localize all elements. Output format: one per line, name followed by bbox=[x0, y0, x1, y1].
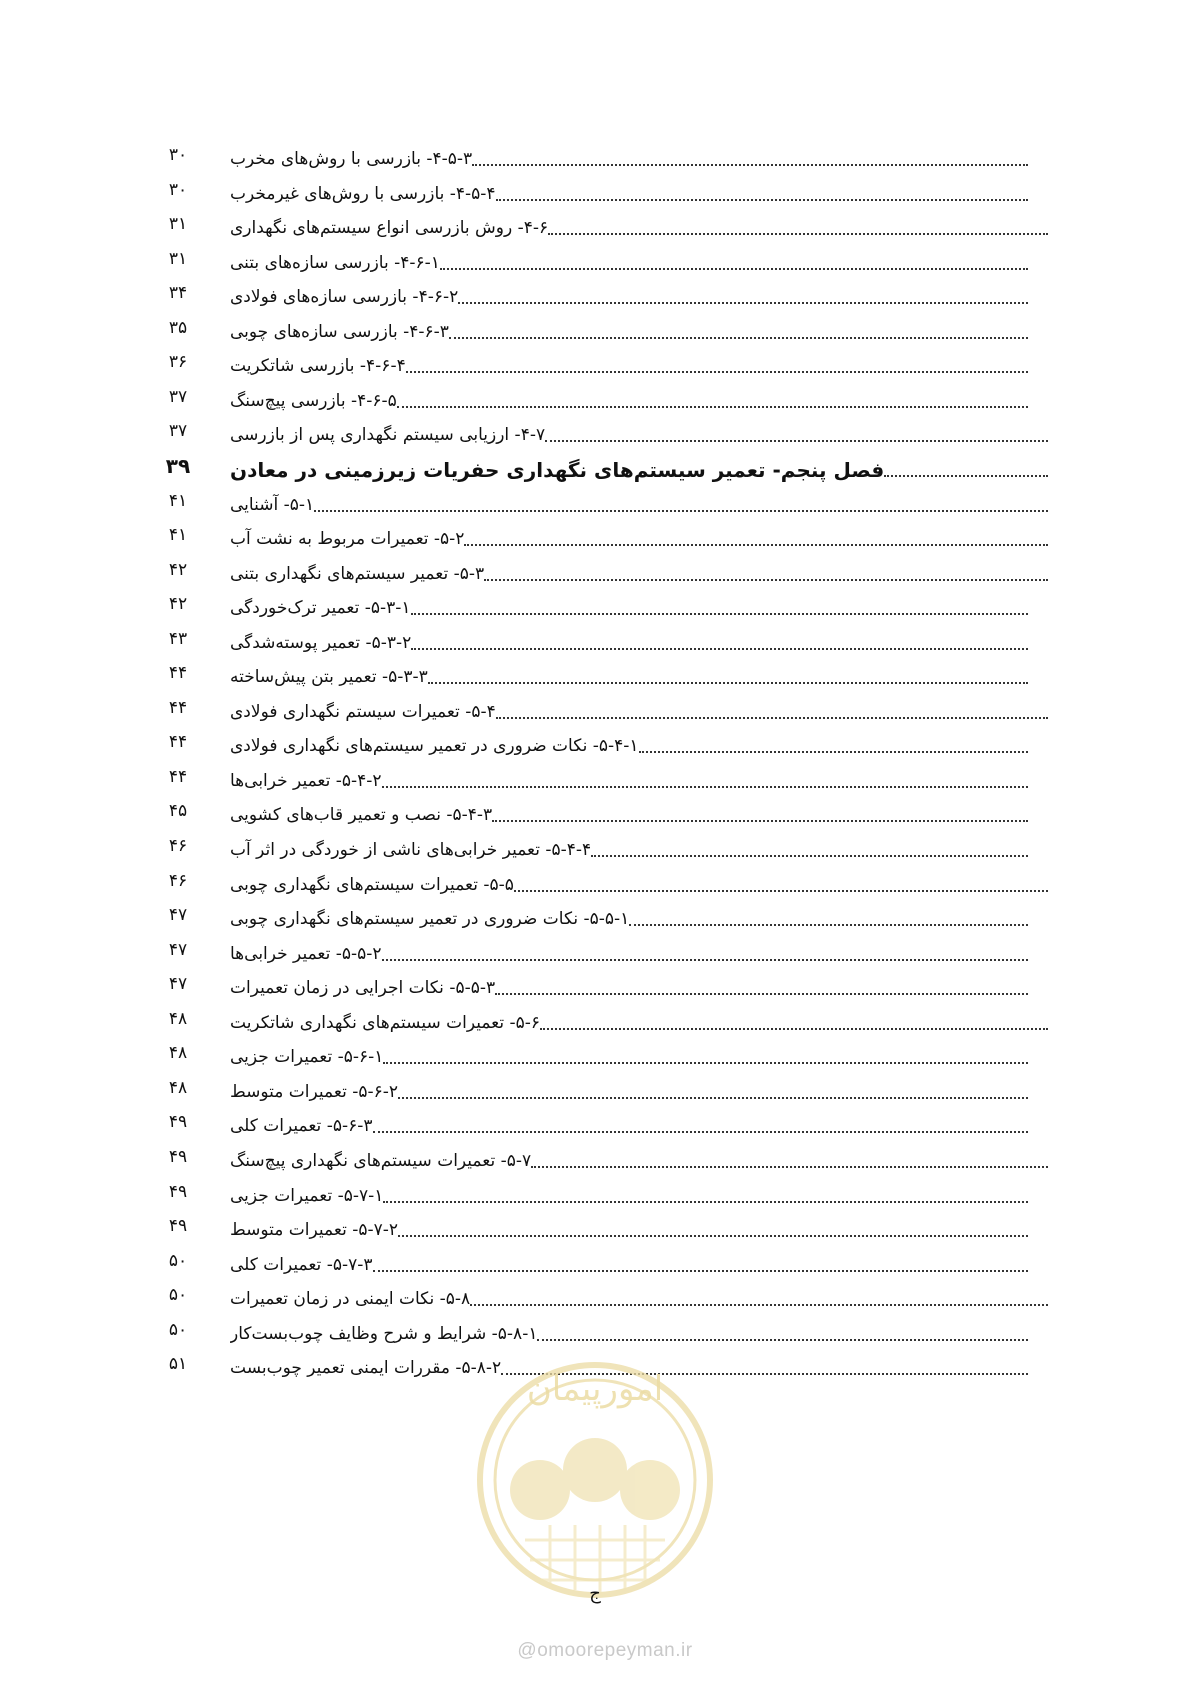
dot-leader bbox=[496, 199, 1028, 201]
dot-leader bbox=[428, 682, 1028, 684]
dot-leader bbox=[398, 1235, 1028, 1237]
toc-entry bbox=[230, 345, 1030, 379]
toc-title: ۴-۶-۴- بازرسی شاتکریت bbox=[230, 356, 406, 376]
toc-title: ۵-۴-۴- تعمیر خرابی‌های ناشی از خوردگی در اثر آب bbox=[230, 840, 592, 860]
toc-page-number: ۵۱ bbox=[168, 1354, 188, 1374]
toc-title: ۵-۳-۳- تعمیر بتن پیش‌ساخته bbox=[230, 667, 428, 687]
toc-entry bbox=[230, 311, 1030, 345]
toc-title: ۵-۷- تعمیرات سیستم‌های نگهداری پیچ‌سنگ bbox=[230, 1151, 532, 1171]
toc-title: ۵-۸-۲- مقررات ایمنی تعمیر چوب‌بست bbox=[230, 1358, 502, 1378]
toc-page-number: ۴۶ bbox=[168, 871, 188, 891]
dot-leader bbox=[398, 1097, 1028, 1099]
toc-row bbox=[0, 725, 1191, 759]
toc-page-number: ۴۹ bbox=[168, 1112, 188, 1132]
toc-title: ۴-۶-۵- بازرسی پیچ‌سنگ bbox=[230, 391, 397, 411]
dot-leader bbox=[484, 579, 1048, 581]
dot-leader bbox=[545, 440, 1048, 442]
toc-row bbox=[0, 1209, 1191, 1243]
dot-leader bbox=[591, 855, 1028, 857]
toc-row bbox=[0, 1175, 1191, 1209]
toc-row bbox=[0, 173, 1191, 207]
toc-entry bbox=[230, 242, 1030, 276]
toc-title: ۵-۵-۱- نکات ضروری در تعمیر سیستم‌های نگهداری چوبی bbox=[230, 909, 630, 929]
toc-row bbox=[0, 1140, 1191, 1174]
toc-entry bbox=[230, 1002, 1050, 1036]
dot-leader bbox=[495, 993, 1028, 995]
toc-title: ۴-۶- روش بازرسی انواع سیستم‌های نگهداری bbox=[230, 218, 549, 238]
toc-page-number: ۳۱ bbox=[168, 249, 188, 269]
toc-entry bbox=[230, 449, 1050, 483]
toc-page-number: ۵۰ bbox=[168, 1320, 188, 1340]
toc-title: ۵-۴-۱- نکات ضروری در تعمیر سیستم‌های نگهداری فولادی bbox=[230, 736, 639, 756]
toc-row bbox=[0, 794, 1191, 828]
toc-entry bbox=[230, 933, 1030, 967]
toc-entry bbox=[230, 1175, 1030, 1209]
dot-leader bbox=[548, 233, 1048, 235]
toc-title: ۴-۵-۴- بازرسی با روش‌های غیرمخرب bbox=[230, 184, 496, 204]
toc-page-number: ۵۰ bbox=[168, 1285, 188, 1305]
toc-row bbox=[0, 553, 1191, 587]
toc-title: ۵-۳-۲- تعمیر پوسته‌شدگی bbox=[230, 633, 412, 653]
toc-title: ۵-۸- نکات ایمنی در زمان تعمیرات bbox=[230, 1289, 471, 1309]
dot-leader bbox=[458, 302, 1028, 304]
toc-row bbox=[0, 656, 1191, 690]
toc-title: ۵-۶- تعمیرات سیستم‌های نگهداری شاتکریت bbox=[230, 1013, 541, 1033]
toc-page-number: ۵۰ bbox=[168, 1251, 188, 1271]
toc-page-number: ۴۹ bbox=[168, 1147, 188, 1167]
toc-title: ۵-۵-۳- نکات اجرایی در زمان تعمیرات bbox=[230, 978, 496, 998]
toc-title: ۵-۶-۱- تعمیرات جزیی bbox=[230, 1047, 384, 1067]
toc-row bbox=[0, 311, 1191, 345]
toc-row bbox=[0, 622, 1191, 656]
toc-page-number: ۳۰ bbox=[168, 180, 188, 200]
toc-row bbox=[0, 864, 1191, 898]
toc-entry bbox=[230, 1036, 1030, 1070]
toc-page-number: ۴۴ bbox=[168, 663, 188, 683]
watermark-site-text: @omoorepeyman.ir bbox=[517, 1640, 693, 1661]
toc-row bbox=[0, 345, 1191, 379]
toc-page-number: ۳۷ bbox=[168, 421, 188, 441]
toc-row bbox=[0, 518, 1191, 552]
toc-title: ۵-۳-۱- تعمیر ترک‌خوردگی bbox=[230, 598, 411, 618]
dot-leader bbox=[314, 510, 1048, 512]
toc-page-number: ۴۹ bbox=[168, 1182, 188, 1202]
toc-entry bbox=[230, 553, 1050, 587]
dot-leader bbox=[383, 1062, 1028, 1064]
toc-row bbox=[0, 380, 1191, 414]
toc-page-number: ۴۷ bbox=[168, 905, 188, 925]
toc-entry bbox=[230, 138, 1030, 172]
dot-leader bbox=[470, 1304, 1048, 1306]
dot-leader bbox=[884, 475, 1048, 477]
toc-page-number: ۴۴ bbox=[168, 767, 188, 787]
toc-page-number: ۳۴ bbox=[168, 283, 188, 303]
toc-row bbox=[0, 829, 1191, 863]
toc-row bbox=[0, 898, 1191, 932]
dot-leader bbox=[411, 648, 1028, 650]
toc-page-number: ۴۸ bbox=[168, 1043, 188, 1063]
toc-page-number: ۳۵ bbox=[168, 318, 188, 338]
toc-title: ۵-۴-۳- نصب و تعمیر قاب‌های کشویی bbox=[230, 805, 493, 825]
toc-entry bbox=[230, 587, 1030, 621]
dot-leader bbox=[531, 1166, 1048, 1168]
toc-row bbox=[0, 933, 1191, 967]
toc-title: ۵-۴-۲- تعمیر خرابی‌ها bbox=[230, 771, 382, 791]
toc-title: ۵-۶-۳- تعمیرات کلی bbox=[230, 1116, 373, 1136]
toc-title: ۴-۶-۲- بازرسی سازه‌های فولادی bbox=[230, 287, 459, 307]
toc-title: ۵-۵- تعمیرات سیستم‌های نگهداری چوبی bbox=[230, 875, 514, 895]
toc-page-number: ۴۸ bbox=[168, 1078, 188, 1098]
toc-entry bbox=[230, 276, 1030, 310]
toc-row bbox=[0, 276, 1191, 310]
toc-title: ۴-۷- ارزیابی سیستم نگهداری پس از بازرسی bbox=[230, 425, 546, 445]
toc-entry bbox=[230, 794, 1030, 828]
toc-page-number: ۴۱ bbox=[168, 491, 188, 511]
toc-page-number: ۴۹ bbox=[168, 1216, 188, 1236]
toc-row bbox=[0, 1002, 1191, 1036]
toc-page-number: ۴۵ bbox=[168, 801, 188, 821]
toc-title: ۵-۱- آشنایی bbox=[230, 495, 315, 515]
dot-leader bbox=[496, 717, 1048, 719]
toc-page-number: ۴۴ bbox=[168, 698, 188, 718]
toc-page-number: ۳۷ bbox=[168, 387, 188, 407]
dot-leader bbox=[406, 371, 1028, 373]
toc-page-number: ۴۱ bbox=[168, 525, 188, 545]
toc-row bbox=[0, 1036, 1191, 1070]
toc-row bbox=[0, 967, 1191, 1001]
toc-row bbox=[0, 587, 1191, 621]
toc-row bbox=[0, 138, 1191, 172]
toc-page-number: ۴۷ bbox=[168, 974, 188, 994]
toc-page-number: ۳۱ bbox=[168, 214, 188, 234]
toc-row bbox=[0, 1105, 1191, 1139]
toc-row bbox=[0, 207, 1191, 241]
toc-page-number: ۴۷ bbox=[168, 940, 188, 960]
toc-page-number: ۴۸ bbox=[168, 1009, 188, 1029]
toc-page-number: ۳۶ bbox=[168, 352, 188, 372]
dot-leader bbox=[639, 751, 1028, 753]
toc-title: فصل پنجم- تعمیر سیستم‌های نگهداری حفریات زیرزمینی در معادن bbox=[230, 458, 885, 482]
dot-leader bbox=[540, 1028, 1048, 1030]
toc-entry bbox=[230, 1209, 1030, 1243]
toc-title: ۵-۲- تعمیرات مربوط به نشت آب bbox=[230, 529, 465, 549]
dot-leader bbox=[514, 890, 1048, 892]
dot-leader bbox=[411, 613, 1028, 615]
toc-title: ۵-۳- تعمیر سیستم‌های نگهداری بتنی bbox=[230, 564, 485, 584]
toc-entry bbox=[230, 1140, 1050, 1174]
toc-title: ۵-۵-۲- تعمیر خرابی‌ها bbox=[230, 944, 382, 964]
toc-entry bbox=[230, 207, 1050, 241]
toc-page-number: ۳۹ bbox=[165, 454, 191, 478]
dot-leader bbox=[382, 786, 1028, 788]
toc-entry bbox=[230, 1105, 1030, 1139]
toc-entry bbox=[230, 484, 1050, 518]
dot-leader bbox=[492, 820, 1028, 822]
dot-leader bbox=[397, 406, 1028, 408]
dot-leader bbox=[383, 1201, 1028, 1203]
toc-entry bbox=[230, 1278, 1050, 1312]
watermark-logo-text: امورپیمان bbox=[526, 1369, 664, 1409]
dot-leader bbox=[382, 959, 1028, 961]
toc-entry bbox=[230, 725, 1030, 759]
toc-title: ۵-۴- تعمیرات سیستم نگهداری فولادی bbox=[230, 702, 496, 722]
toc-row bbox=[0, 1278, 1191, 1312]
toc-entry bbox=[230, 1244, 1030, 1278]
toc-title: ۴-۶-۳- بازرسی سازه‌های چوبی bbox=[230, 322, 449, 342]
toc-title: ۵-۶-۲- تعمیرات متوسط bbox=[230, 1082, 399, 1102]
toc-title: ۴-۶-۱- بازرسی سازه‌های بتنی bbox=[230, 253, 440, 273]
toc-title: ۵-۷-۱- تعمیرات جزیی bbox=[230, 1186, 384, 1206]
dot-leader bbox=[464, 544, 1048, 546]
toc-entry bbox=[230, 691, 1050, 725]
toc-page-number: ۳۰ bbox=[168, 145, 188, 165]
dot-leader bbox=[629, 924, 1028, 926]
toc-entry bbox=[230, 518, 1050, 552]
toc-page-number: ۴۳ bbox=[168, 629, 188, 649]
dot-leader bbox=[440, 268, 1028, 270]
toc-page-number: ۴۲ bbox=[168, 594, 188, 614]
toc-entry bbox=[230, 173, 1030, 207]
dot-leader bbox=[472, 164, 1028, 166]
toc-entry bbox=[230, 898, 1030, 932]
toc-row bbox=[0, 691, 1191, 725]
toc-entry bbox=[230, 967, 1030, 1001]
toc-entry bbox=[230, 1071, 1030, 1105]
toc-title: ۵-۷-۲- تعمیرات متوسط bbox=[230, 1220, 399, 1240]
dot-leader bbox=[373, 1270, 1028, 1272]
dot-leader bbox=[449, 337, 1028, 339]
toc-title: ۵-۸-۱- شرایط و شرح وظایف چوب‌بست‌کار bbox=[230, 1324, 538, 1344]
toc-entry bbox=[230, 864, 1050, 898]
toc-row bbox=[0, 242, 1191, 276]
toc-row bbox=[0, 484, 1191, 518]
toc-entry bbox=[230, 380, 1030, 414]
toc-entry bbox=[230, 656, 1030, 690]
toc-title: ۵-۷-۳- تعمیرات کلی bbox=[230, 1255, 373, 1275]
toc-page-number: ۴۴ bbox=[168, 732, 188, 752]
toc-title: ۴-۵-۳- بازرسی با روش‌های مخرب bbox=[230, 149, 473, 169]
toc-page-number: ۴۲ bbox=[168, 560, 188, 580]
toc-chapter-row bbox=[0, 449, 1191, 483]
toc-entry bbox=[230, 760, 1030, 794]
toc-entry bbox=[230, 829, 1030, 863]
toc-page-number: ۴۶ bbox=[168, 836, 188, 856]
toc-row bbox=[0, 414, 1191, 448]
dot-leader bbox=[373, 1131, 1028, 1133]
page-number: ج bbox=[589, 1583, 601, 1604]
toc-row bbox=[0, 760, 1191, 794]
toc-row bbox=[0, 1244, 1191, 1278]
toc-entry bbox=[230, 622, 1030, 656]
toc-row bbox=[0, 1071, 1191, 1105]
toc-entry bbox=[230, 414, 1050, 448]
